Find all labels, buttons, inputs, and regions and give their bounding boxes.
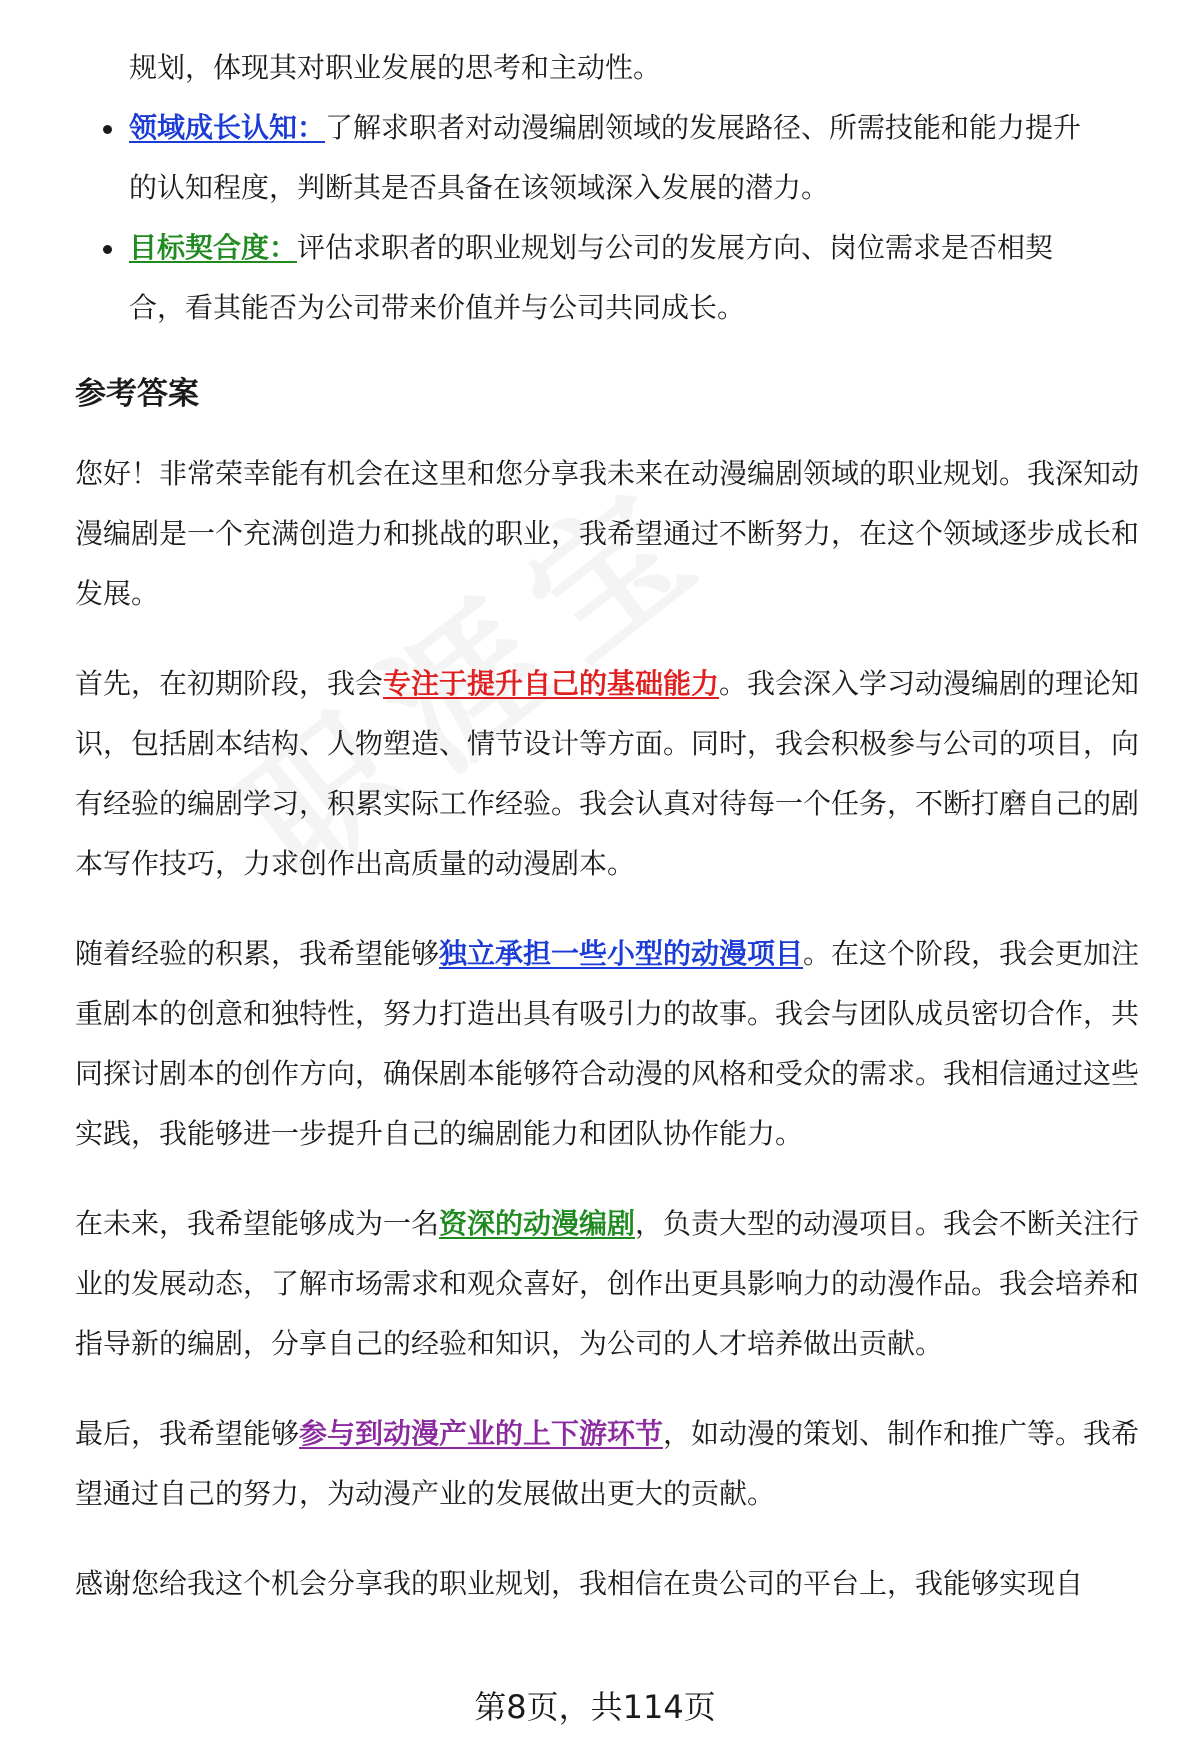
highlight-phrase: 参与到动漫产业的上下游环节 [299,1417,664,1450]
highlight-phrase: 专注于提升自己的基础能力 [383,667,720,700]
criteria-text-cont: 合，看其能否为公司带来价值并与公司共同成长。 [129,291,746,324]
highlight-phrase: 独立承担一些小型的动漫项目 [439,937,804,970]
highlight-phrase: 资深的动漫编剧 [439,1207,636,1240]
paragraph-text: ，负责大型的动漫项目。我会不断关注行业的发展动态，了解市场需求和观众喜好，创作出更具影响力的动漫作品。我会培养和指导新的编剧，分享自己的经验和知识，为公司的人才培养做出贡献。 [75,1207,1140,1360]
answer-paragraph-6: 感谢您给我这个机会分享我的职业规划，我相信在贵公司的平台上，我能够实现自 [75,1567,1084,1600]
criteria-text-cont: 的认知程度，判断其是否具备在该领域深入发展的潜力。 [129,171,830,204]
page-number: 第8页，共114页 [474,1688,716,1726]
page-content [75,38,1165,1644]
answer-paragraph-1: 您好！非常荣幸能有机会在这里和您分享我未来在动漫编剧领域的职业规划。我深知动漫编剧是一个充满创造力和挑战的职业，我希望通过不断努力，在这个领域逐步成长和发展。 [75,457,1140,610]
intro-continuation: 规划，体现其对职业发展的思考和主动性。 [129,51,662,84]
answer-paragraph-4 [75,1194,1165,1374]
answer-paragraph-2 [75,654,1165,894]
answer-paragraph-3 [75,924,1165,1164]
criteria-keyword: 目标契合度： [129,231,298,264]
criteria-item-goal-fit [75,218,1165,338]
criteria-item-domain-growth [75,98,1165,218]
bullet-dot [103,245,112,254]
paragraph-text: 最后，我希望能够 [75,1417,300,1450]
paragraph-text: 首先，在初期阶段，我会 [75,667,384,700]
paragraph-text: 。我会深入学习动漫编剧的理论知识，包括剧本结构、人物塑造、情节设计等方面。同时，我会积极参与公司的项目，向有经验的编剧学习，积累实际工作经验。我会认真对待每一个任务，不断打磨自己的剧本写作技巧，力求创作出高质量的动漫剧本。 [75,667,1140,880]
section-title: 参考答案 [75,376,199,412]
answer-paragraph-5 [75,1404,1165,1524]
paragraph-text: 随着经验的积累，我希望能够 [75,937,440,970]
criteria-list [75,98,1165,338]
criteria-text: 评估求职者的职业规划与公司的发展方向、岗位需求是否相契 [297,231,1054,264]
criteria-keyword: 领域成长认知： [129,111,326,144]
paragraph-text: 在未来，我希望能够成为一名 [75,1207,440,1240]
criteria-text: 了解求职者对动漫编剧领域的发展路径、所需技能和能力提升 [325,111,1082,144]
paragraph-text: 。在这个阶段，我会更加注重剧本的创意和独特性，努力打造出具有吸引力的故事。我会与团队成员密切合作，共同探讨剧本的创作方向，确保剧本能够符合动漫的风格和受众的需求。我相信通过这些实践，我能够进一步提升自己的编剧能力和团队协作能力。 [75,937,1140,1150]
bullet-dot [103,125,112,134]
paragraph-text: ，如动漫的策划、制作和推广等。我希望通过自己的努力，为动漫产业的发展做出更大的贡献。 [75,1417,1140,1510]
